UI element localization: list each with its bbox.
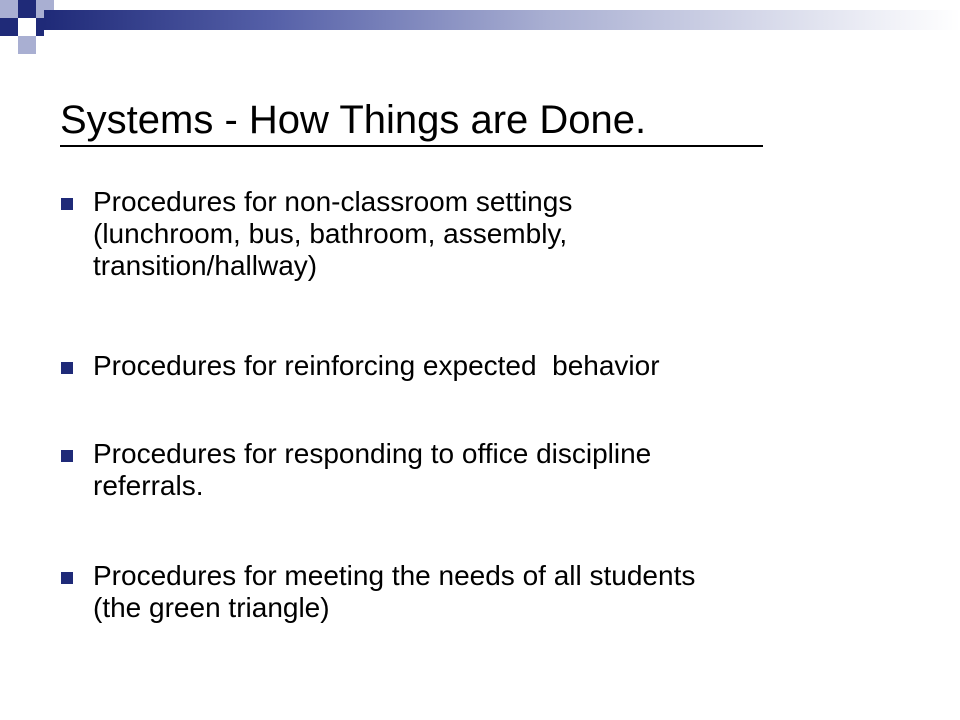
decor-square-4 bbox=[0, 18, 18, 36]
title-underline bbox=[60, 145, 763, 147]
square-bullet-icon bbox=[61, 198, 73, 210]
bullet-text: Procedures for responding to office discipline referrals. bbox=[93, 438, 652, 501]
decor-square-7 bbox=[36, 18, 44, 36]
decor-square-5 bbox=[18, 18, 36, 36]
slide-title: Systems - How Things are Done. bbox=[60, 98, 647, 142]
bullet-text: Procedures for non-classroom settings (lunchroom, bus, bathroom, assembly, transition/hallway) bbox=[93, 186, 573, 281]
header-gradient-band bbox=[44, 10, 960, 30]
decor-square-1 bbox=[0, 0, 18, 18]
bullet-text: Procedures for meeting the needs of all students (the green triangle) bbox=[93, 560, 696, 623]
decor-square-2 bbox=[18, 0, 36, 18]
bullet-text: Procedures for reinforcing expected behavior bbox=[93, 350, 660, 381]
square-bullet-icon bbox=[61, 362, 73, 374]
decor-square-6 bbox=[18, 36, 36, 54]
square-bullet-icon bbox=[61, 572, 73, 584]
square-bullet-icon bbox=[61, 450, 73, 462]
